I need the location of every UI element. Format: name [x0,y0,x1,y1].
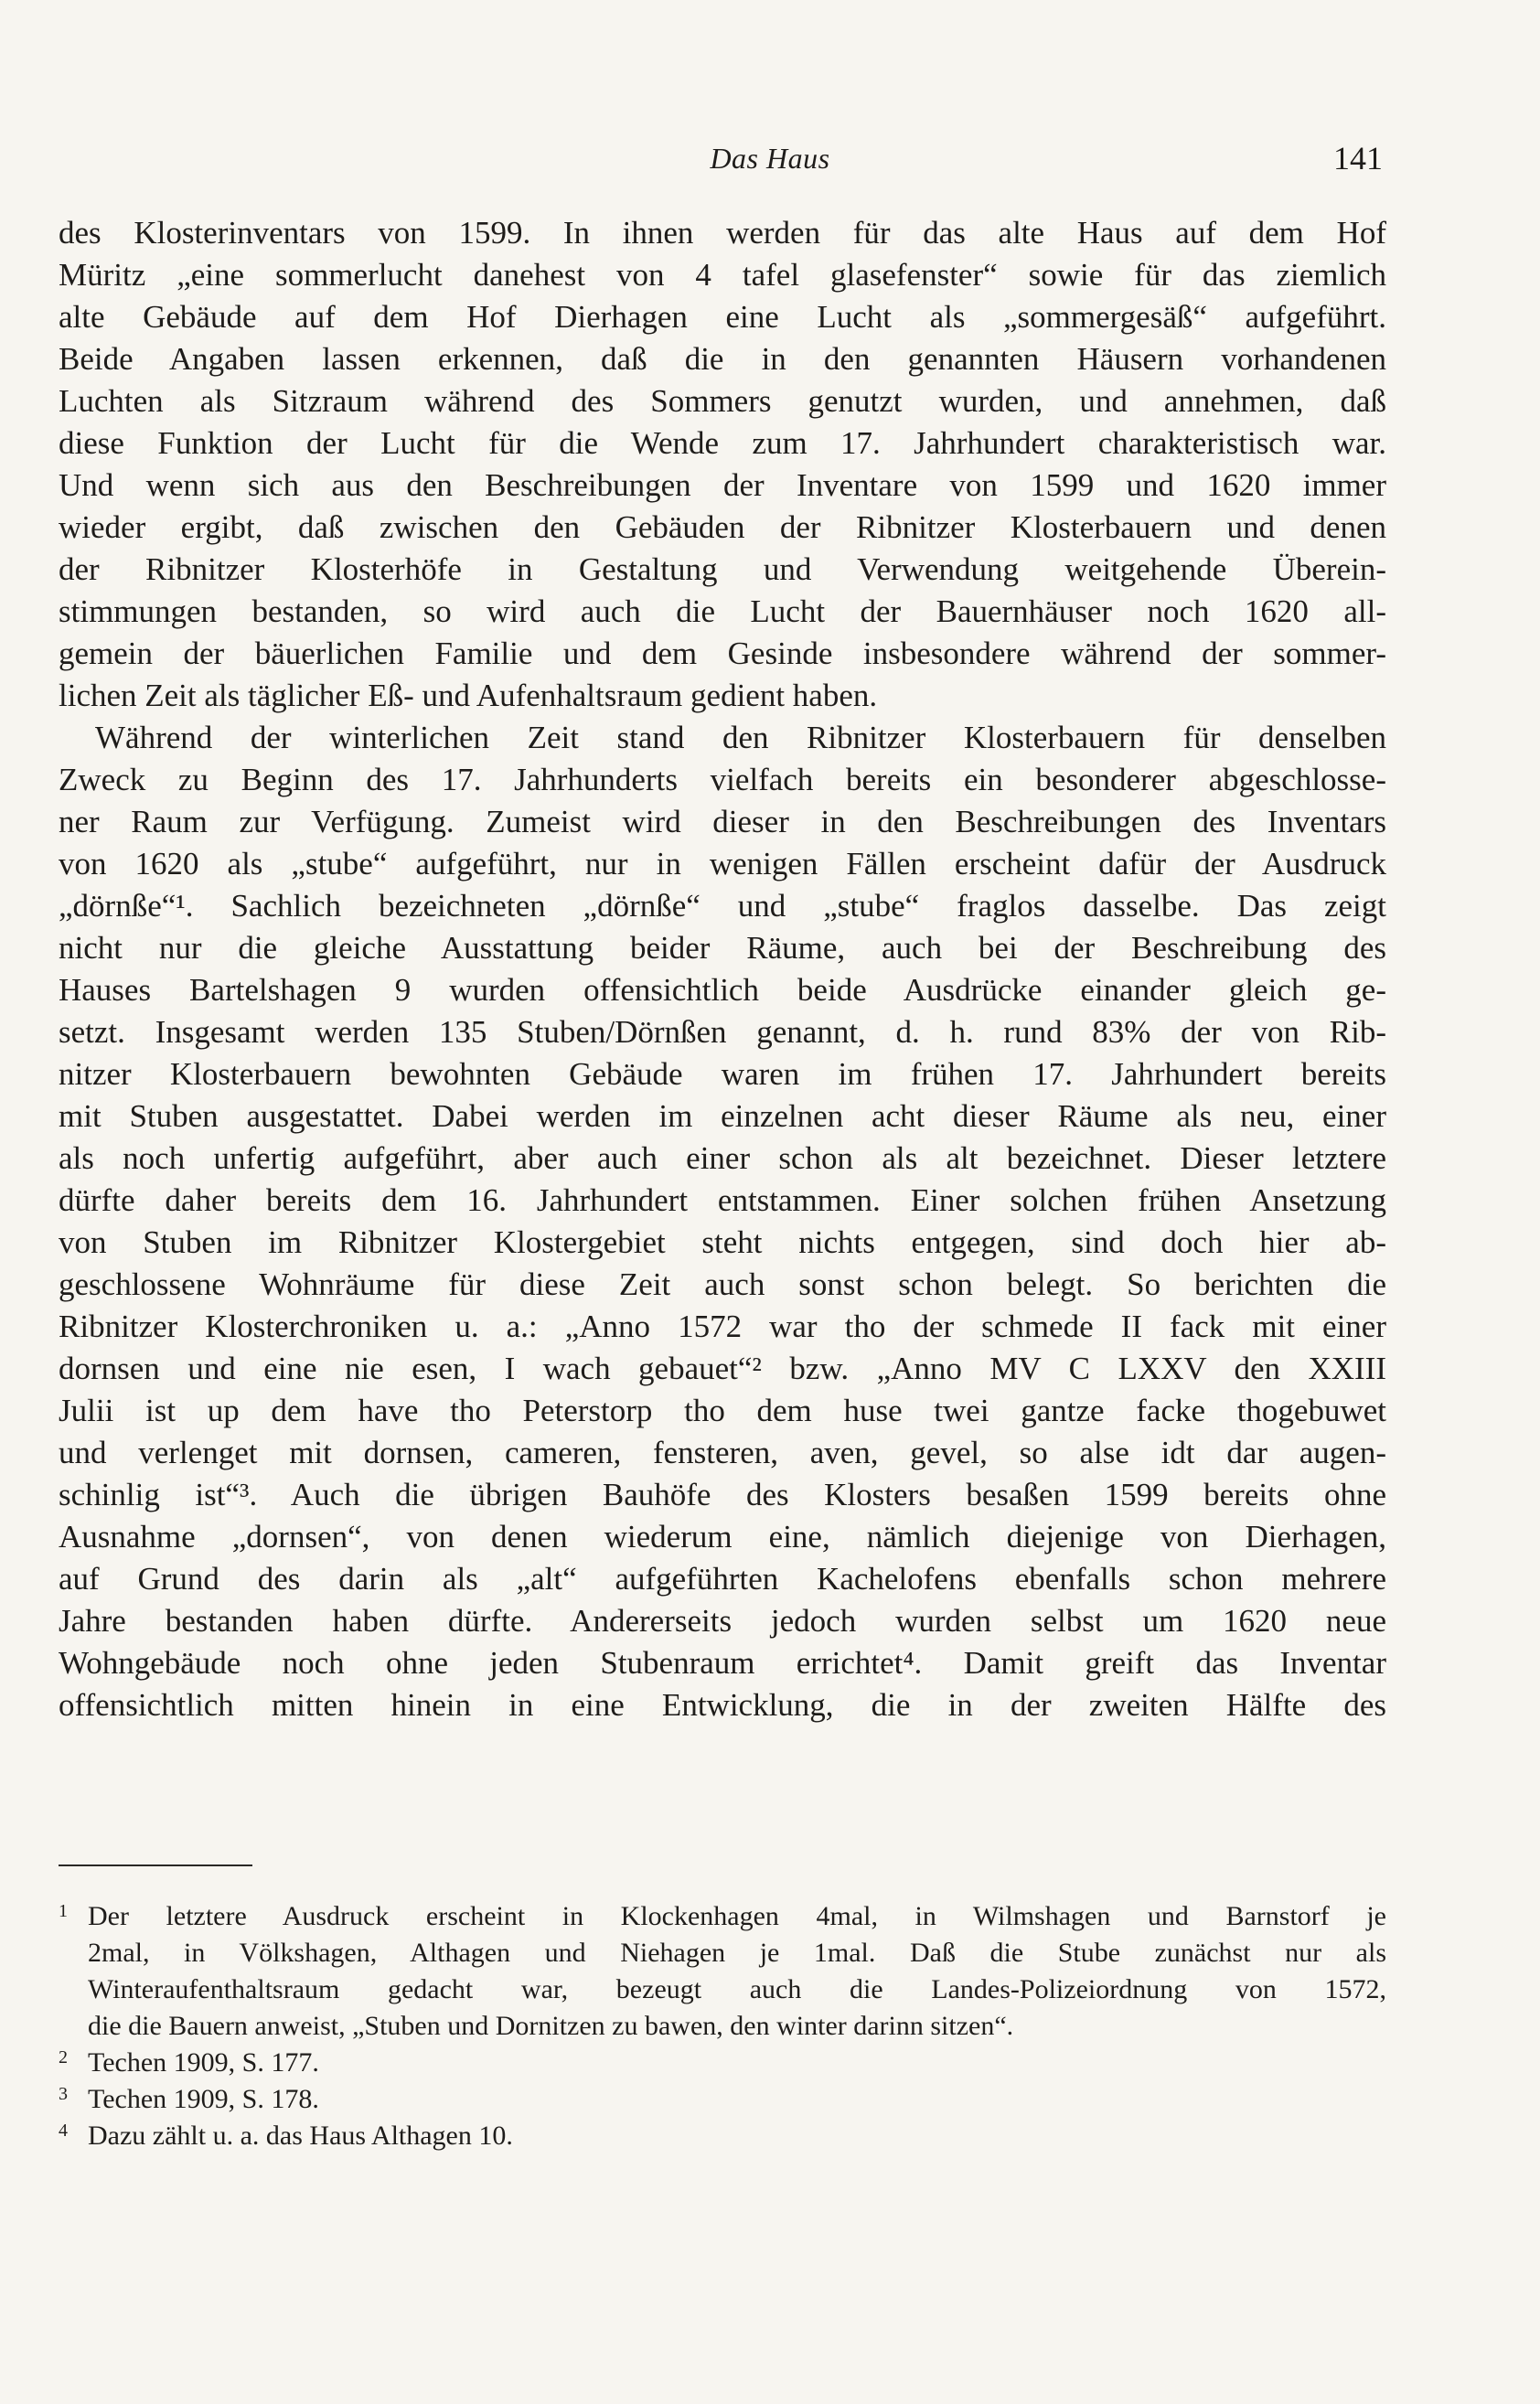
footnote-text: Techen 1909, S. 178. [88,2084,319,2114]
footnote-line [59,2008,1386,2045]
text-line: des Klosterinventars von 1599. In ihnen werden für das alte Haus auf dem Hof [59,215,1386,251]
text-line: wieder ergibt, daß zwischen den Gebäuden der Ribnitzer Klosterbauern und denen [59,509,1386,545]
text-line: schinlig ist“³. Auch die übrigen Bauhöfe des Klosters besaßen 1599 bereits ohne [59,1477,1386,1512]
footnote-text: 2mal, in Völkshagen, Althagen und Niehagen je 1mal. Daß die Stube zunächst nur als [88,1938,1386,1968]
text-line: Zweck zu Beginn des 17. Jahrhunderts vielfach bereits ein besonderer abgeschlosse- [59,762,1386,797]
footnote-line [59,1971,1386,2008]
text-line: offensichtlich mitten hinein in eine Entwicklung, die in der zweiten Hälfte des [59,1687,1386,1723]
text-line: gemein der bäuerlichen Familie und dem Gesinde insbesondere während der sommer- [59,636,1386,671]
running-title: Das Haus [710,142,830,175]
footnote-line [59,2081,1386,2118]
footnotes [59,1898,1386,2154]
text-line: auf Grund des darin als „alt“ aufgeführten Kachelofens ebenfalls schon mehrere [59,1561,1386,1597]
text-line: mit Stuben ausgestattet. Dabei werden im einzelnen acht dieser Räume als neu, einer [59,1098,1386,1134]
footnote-line [59,2045,1386,2081]
text-line: setzt. Insgesamt werden 135 Stuben/Dörnßen genannt, d. h. rund 83% der von Rib- [59,1014,1386,1050]
text-line: dornsen und eine nie esen, I wach gebauet“² bzw. „Anno MV C LXXV den XXIII [59,1351,1386,1386]
text-line: „dörnße“¹. Sachlich bezeichneten „dörnße“ und „stube“ fraglos dasselbe. Das zeigt [59,888,1386,924]
text-line: Während der winterlichen Zeit stand den Ribnitzer Klosterbauern für denselben [95,720,1386,755]
footnote-line [59,1935,1386,1971]
text-line: lichen Zeit als täglicher Eß- und Aufenhaltsraum gedient haben. [59,678,878,713]
footnote-text: Dazu zählt u. a. das Haus Althagen 10. [88,2121,513,2151]
text-line: nicht nur die gleiche Ausstattung beider Räume, auch bei der Beschreibung des [59,930,1386,966]
footnote-line [59,2118,1386,2154]
text-line: geschlossene Wohnräume für diese Zeit auch sonst schon belegt. So berichten die [59,1266,1386,1302]
text-line: dürfte daher bereits dem 16. Jahrhundert entstammen. Einer solchen frühen Ansetzung [59,1182,1386,1218]
text-line: der Ribnitzer Klosterhöfe in Gestaltung und Verwendung weitgehende Überein- [59,551,1386,587]
text-line: alte Gebäude auf dem Hof Dierhagen eine Lucht als „sommergesäß“ aufgeführt. [59,299,1386,335]
text-line: diese Funktion der Lucht für die Wende zum 17. Jahrhundert charakteristisch war. [59,425,1386,461]
text-line: Ausnahme „dornsen“, von denen wiederum eine, nämlich diejenige von Dierhagen, [59,1519,1386,1555]
body-text [59,212,1386,1726]
text-line: und verlenget mit dornsen, cameren, fensteren, aven, gevel, so alse idt dar augen- [59,1435,1386,1470]
footnote-text: Winteraufenthaltsraum gedacht war, bezeugt auch die Landes-Polizeiordnung von 1572, [88,1974,1386,2004]
text-line: Hauses Bartelshagen 9 wurden offensichtlich beide Ausdrücke einander gleich ge- [59,972,1386,1008]
page-number: 141 [1333,140,1383,176]
text-line: nitzer Klosterbauern bewohnten Gebäude waren im frühen 17. Jahrhundert bereits [59,1056,1386,1092]
text-line: Julii ist up dem have tho Peterstorp tho dem huse twei gantze facke thogebuwet [59,1393,1386,1428]
footnote-divider [59,1864,252,1866]
text-line: stimmungen bestanden, so wird auch die Lucht der Bauernhäuser noch 1620 all- [59,593,1386,629]
footnote-line [59,1898,1386,1935]
text-line: von Stuben im Ribnitzer Klostergebiet steht nichts entgegen, sind doch hier ab- [59,1224,1386,1260]
footnote-text: Der letztere Ausdruck erscheint in Klockenhagen 4mal, in Wilmshagen und Barnstorf je [88,1901,1386,1931]
footnote-text: Techen 1909, S. 177. [88,2047,319,2078]
text-line: von 1620 als „stube“ aufgeführt, nur in wenigen Fällen erscheint dafür der Ausdruck [59,846,1386,881]
text-line: Beide Angaben lassen erkennen, daß die in den genannten Häusern vorhandenen [59,341,1386,377]
text-line: Jahre bestanden haben dürfte. Andererseits jedoch wurden selbst um 1620 neue [59,1603,1386,1639]
text-line: Wohngebäude noch ohne jeden Stubenraum errichtet⁴. Damit greift das Inventar [59,1645,1386,1681]
footnote-text: die die Bauern anweist, „Stuben und Dornitzen zu bawen, den winter darinn sitzen“. [88,2011,1014,2041]
footnote-number: 1 [59,1901,68,1921]
text-line: Müritz „eine sommerlucht danehest von 4 tafel glasefenster“ sowie für das ziemlich [59,257,1386,293]
text-line: Luchten als Sitzraum während des Sommers genutzt wurden, und annehmen, daß [59,383,1386,419]
text-line: als noch unfertig aufgeführt, aber auch einer schon als alt bezeichnet. Dieser letztere [59,1140,1386,1176]
footnote-number: 4 [59,2121,68,2141]
text-line: ner Raum zur Verfügung. Zumeist wird dieser in den Beschreibungen des Inventars [59,804,1386,839]
text-line: Ribnitzer Klosterchroniken u. a.: „Anno 1572 war tho der schmede II fack mit einer [59,1309,1386,1344]
footnote-number: 2 [59,2047,68,2067]
text-line: Und wenn sich aus den Beschreibungen der Inventare von 1599 und 1620 immer [59,467,1386,503]
running-header [0,135,1540,181]
footnote-number: 3 [59,2084,68,2104]
